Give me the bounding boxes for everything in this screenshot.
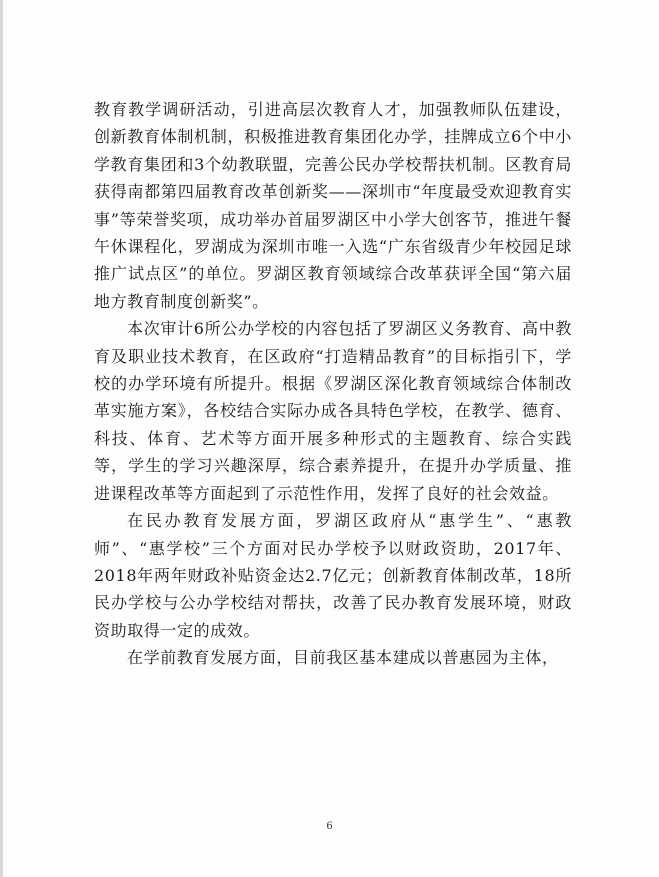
scan-edge (0, 0, 3, 877)
body-text (94, 96, 572, 672)
paragraph-continued: 教育教学调研活动，引进高层次教育人才，加强教师队伍建设，创新教育体制机制，积极推进教育集团化办学，挂牌成立6个中小学教育集团和3个幼教联盟，完善公民办学校帮扶机制。区教育局获得南都第四届教育改革创新奖——深圳市“年度最受欢迎教育实事”等荣誉奖项，成功举办首届罗湖区中小学大创客节，推进午餐午休课程化，罗湖成为深圳市唯一入选“广东省级青少年校园足球推广试点区”的单位。罗湖区教育领域综合改革获评全国“第六届地方教育制度创新奖”。 (94, 100, 572, 311)
paragraph-preschool-education: 在学前教育发展方面，目前我区基本建成以普惠园为主体， (127, 648, 559, 668)
paragraph-private-education: 在民办教育发展方面，罗湖区政府从“惠学生”、“惠教师”、“惠学校”三个方面对民办学校予以财政资助，2017年、2018年两年财政补贴资金达2.7亿元；创新教育体制改革，18所民办学校与公办学校结对帮扶，改善了民办教育发展环境，财政资助取得一定的成效。 (94, 511, 572, 640)
page-number: 6 (326, 821, 333, 832)
paragraph-audit-public-schools: 本次审计6所公办学校的内容包括了罗湖区义务教育、高中教育及职业技术教育，在区政府“打造精品教育”的目标指引下，学校的办学环境有所提升。根据《罗湖区深化教育领域综合体制改革实施方案》，各校结合实际办成各具特色学校，在教学、德育、科技、体育、艺术等方面开展多种形式的主题教育、综合实践等，学生的学习兴趣深厚，综合素养提升，在提升办学质量、推进课程改革等方面起到了示范性作用，发挥了良好的社会效益。 (94, 319, 572, 503)
